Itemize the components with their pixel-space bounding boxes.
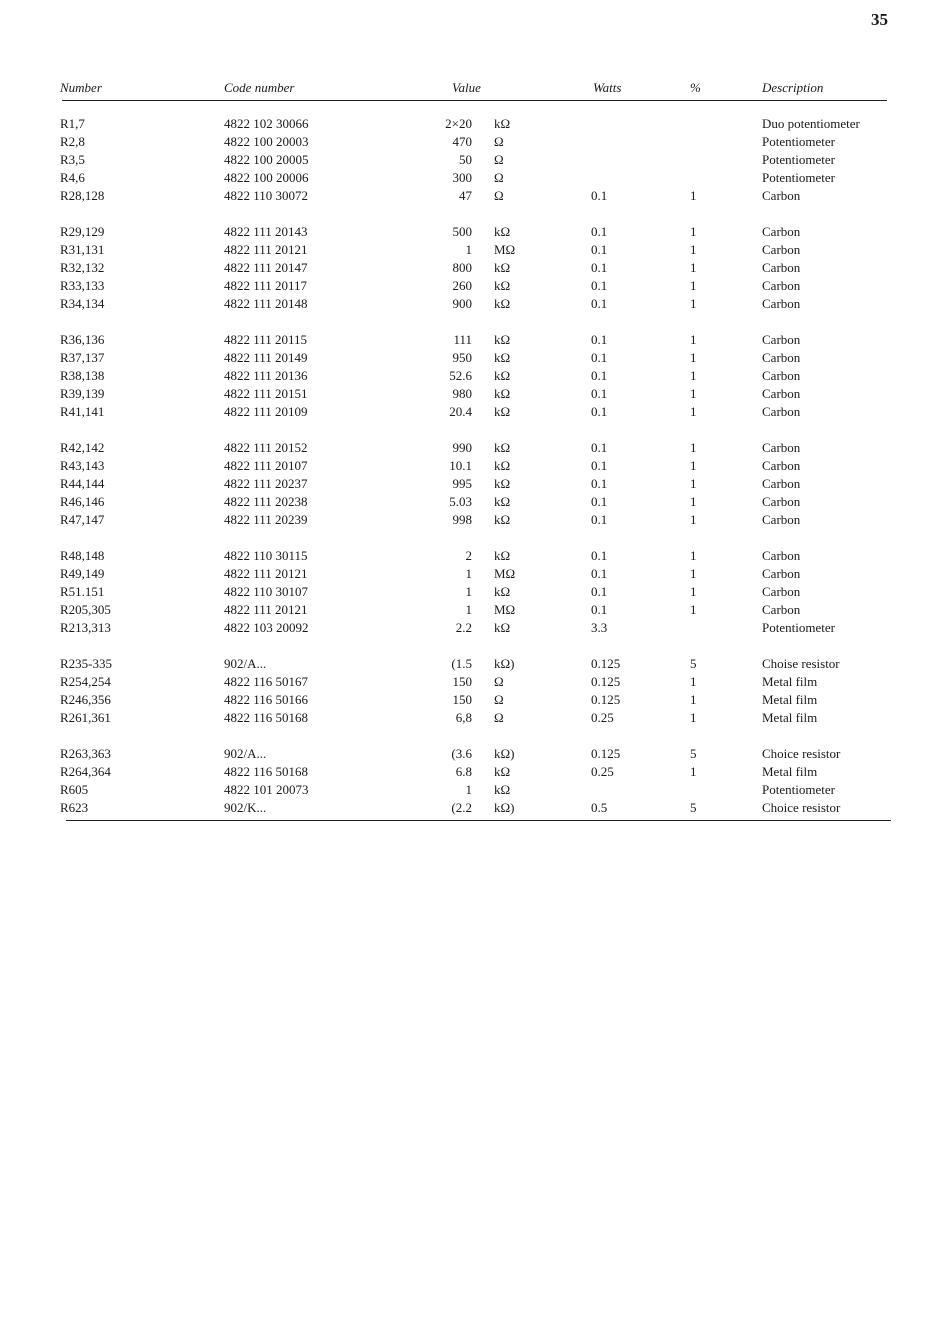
header-number: Number [60, 80, 102, 95]
cell-number: R31,131 [60, 242, 105, 257]
cell-value: 980 [452, 386, 472, 401]
table-row [60, 260, 890, 278]
cell-value: 10.1 [449, 458, 472, 473]
cell-watts: 3.3 [591, 620, 608, 635]
cell-number: R263,363 [60, 746, 111, 761]
cell-percent: 1 [690, 764, 697, 779]
cell-number: R32,132 [60, 260, 105, 275]
cell-number: R38,138 [60, 368, 105, 383]
table-row [60, 584, 890, 602]
cell-number: R213,313 [60, 620, 111, 635]
cell-description: Carbon [762, 368, 801, 383]
cell-value: 998 [452, 512, 472, 527]
group-spacer [60, 422, 890, 440]
cell-unit: kΩ [494, 386, 511, 401]
cell-value: (2.2 [451, 800, 472, 815]
cell-description: Potentiometer [762, 152, 835, 167]
cell-unit: Ω [494, 188, 504, 203]
table-row [60, 764, 890, 782]
table-row [60, 404, 890, 422]
cell-percent: 1 [690, 224, 697, 239]
table-row [60, 134, 890, 152]
cell-value: 900 [452, 296, 472, 311]
cell-value: 6.8 [455, 764, 472, 779]
cell-percent: 1 [690, 476, 697, 491]
cell-value: 50 [459, 152, 472, 167]
cell-code-number: 4822 102 30066 [224, 116, 309, 131]
cell-unit: kΩ [494, 476, 511, 491]
cell-value: (1.5 [451, 656, 472, 671]
cell-number: R41,141 [60, 404, 105, 419]
cell-code-number: 4822 111 20152 [224, 440, 308, 455]
cell-code-number: 4822 100 20003 [224, 134, 309, 149]
cell-watts: 0.1 [591, 476, 608, 491]
cell-number: R29,129 [60, 224, 105, 239]
cell-unit: kΩ [494, 764, 511, 779]
cell-unit: kΩ [494, 584, 511, 599]
cell-description: Carbon [762, 494, 801, 509]
cell-code-number: 4822 111 20121 [224, 566, 308, 581]
cell-unit: kΩ [494, 332, 511, 347]
cell-value: 1 [465, 602, 472, 617]
cell-description: Metal film [762, 710, 818, 725]
cell-percent: 1 [690, 548, 697, 563]
cell-watts: 0.1 [591, 296, 608, 311]
cell-unit: kΩ [494, 368, 511, 383]
cell-code-number: 4822 116 50168 [224, 764, 309, 779]
cell-unit: kΩ [494, 296, 511, 311]
cell-code-number: 4822 111 20107 [224, 458, 308, 473]
cell-watts: 0.125 [591, 656, 621, 671]
cell-number: R43,143 [60, 458, 105, 473]
cell-code-number: 4822 110 30072 [224, 188, 309, 203]
cell-description: Carbon [762, 188, 801, 203]
cell-number: R254,254 [60, 674, 111, 689]
cell-code-number: 4822 110 30107 [224, 584, 309, 599]
cell-value: 2 [465, 548, 472, 563]
cell-percent: 1 [690, 566, 697, 581]
cell-number: R3,5 [60, 152, 85, 167]
cell-number: R235-335 [60, 656, 112, 671]
cell-code-number: 4822 100 20005 [224, 152, 309, 167]
cell-percent: 1 [690, 278, 697, 293]
cell-description: Carbon [762, 404, 801, 419]
cell-number: R1,7 [60, 116, 85, 131]
cell-description: Carbon [762, 350, 801, 365]
cell-watts: 0.25 [591, 764, 614, 779]
cell-number: R49,149 [60, 566, 105, 581]
table-header-row [60, 74, 890, 98]
cell-value: 500 [452, 224, 472, 239]
table-row [60, 152, 890, 170]
cell-unit: Ω [494, 170, 504, 185]
cell-percent: 1 [690, 512, 697, 527]
cell-number: R246,356 [60, 692, 111, 707]
cell-watts: 0.125 [591, 692, 621, 707]
cell-watts: 0.1 [591, 458, 608, 473]
cell-percent: 5 [690, 746, 697, 761]
cell-value: 1 [465, 242, 472, 257]
cell-watts: 0.1 [591, 602, 608, 617]
page-number: 35 [871, 10, 888, 29]
cell-number: R39,139 [60, 386, 105, 401]
cell-value: 20.4 [449, 404, 472, 419]
cell-unit: kΩ) [494, 656, 515, 671]
table-row [60, 566, 890, 584]
cell-code-number: 902/A... [224, 746, 267, 761]
cell-unit: Ω [494, 692, 504, 707]
cell-description: Carbon [762, 584, 801, 599]
cell-watts: 0.1 [591, 278, 608, 293]
cell-percent: 1 [690, 584, 697, 599]
cell-percent: 1 [690, 602, 697, 617]
cell-percent: 1 [690, 296, 697, 311]
group-spacer [60, 638, 890, 656]
cell-watts: 0.1 [591, 350, 608, 365]
cell-unit: MΩ [494, 602, 516, 617]
cell-unit: kΩ [494, 260, 511, 275]
cell-percent: 1 [690, 260, 697, 275]
cell-number: R261,361 [60, 710, 111, 725]
cell-number: R44,144 [60, 476, 105, 491]
group-spacer [60, 206, 890, 224]
cell-unit: kΩ [494, 116, 511, 131]
cell-value: 990 [452, 440, 472, 455]
table-row [60, 512, 890, 530]
table-row [60, 476, 890, 494]
table-row [60, 710, 890, 728]
cell-value: 995 [452, 476, 472, 491]
table-row [60, 440, 890, 458]
cell-code-number: 4822 111 20143 [224, 224, 308, 239]
cell-unit: Ω [494, 134, 504, 149]
table-row [60, 458, 890, 476]
cell-unit: kΩ [494, 620, 511, 635]
cell-percent: 1 [690, 242, 697, 257]
cell-code-number: 4822 111 20147 [224, 260, 308, 275]
cell-value: 2.2 [455, 620, 472, 635]
table-row [60, 692, 890, 710]
table-row [60, 782, 890, 800]
cell-value: 150 [452, 674, 472, 689]
header-code-number: Code number [224, 80, 295, 95]
header-description: Description [762, 80, 824, 95]
cell-value: 150 [452, 692, 472, 707]
table-row [60, 800, 890, 818]
cell-unit: kΩ) [494, 800, 515, 815]
cell-code-number: 902/K... [224, 800, 267, 815]
cell-value: 1 [465, 566, 472, 581]
cell-unit: kΩ [494, 548, 511, 563]
table-row [60, 494, 890, 512]
cell-code-number: 4822 103 20092 [224, 620, 309, 635]
cell-unit: kΩ [494, 224, 511, 239]
cell-watts: 0.125 [591, 674, 621, 689]
cell-number: R37,137 [60, 350, 105, 365]
table-row [60, 620, 890, 638]
group-spacer [60, 530, 890, 548]
cell-unit: kΩ [494, 458, 511, 473]
cell-code-number: 4822 111 20115 [224, 332, 308, 347]
cell-value: 111 [453, 332, 472, 347]
cell-unit: kΩ [494, 782, 511, 797]
cell-number: R4,6 [60, 170, 85, 185]
cell-code-number: 902/A... [224, 656, 267, 671]
table-row [60, 386, 890, 404]
cell-percent: 1 [690, 710, 697, 725]
cell-description: Carbon [762, 242, 801, 257]
header-watts: Watts [593, 80, 622, 95]
cell-unit: kΩ [494, 350, 511, 365]
cell-watts: 0.1 [591, 386, 608, 401]
cell-percent: 1 [690, 674, 697, 689]
cell-watts: 0.1 [591, 368, 608, 383]
cell-description: Carbon [762, 458, 801, 473]
cell-number: R42,142 [60, 440, 105, 455]
cell-watts: 0.125 [591, 746, 621, 761]
table-row [60, 224, 890, 242]
cell-watts: 0.1 [591, 332, 608, 347]
group-spacer [60, 314, 890, 332]
cell-code-number: 4822 116 50166 [224, 692, 309, 707]
cell-description: Metal film [762, 674, 818, 689]
table-row [60, 746, 890, 764]
cell-code-number: 4822 111 20151 [224, 386, 308, 401]
cell-code-number: 4822 101 20073 [224, 782, 309, 797]
cell-percent: 1 [690, 386, 697, 401]
table-row [60, 548, 890, 566]
cell-description: Carbon [762, 332, 801, 347]
cell-unit: Ω [494, 674, 504, 689]
cell-code-number: 4822 111 20149 [224, 350, 308, 365]
cell-percent: 1 [690, 188, 697, 203]
cell-value: 260 [452, 278, 472, 293]
cell-description: Potentiometer [762, 782, 835, 797]
header-percent: % [690, 80, 701, 95]
table-row [60, 350, 890, 368]
cell-description: Potentiometer [762, 134, 835, 149]
cell-percent: 5 [690, 800, 697, 815]
cell-watts: 0.1 [591, 548, 608, 563]
cell-code-number: 4822 116 50167 [224, 674, 309, 689]
cell-number: R36,136 [60, 332, 105, 347]
table-row [60, 188, 890, 206]
cell-description: Carbon [762, 602, 801, 617]
cell-code-number: 4822 116 50168 [224, 710, 309, 725]
cell-description: Carbon [762, 476, 801, 491]
cell-description: Potentiometer [762, 620, 835, 635]
cell-unit: Ω [494, 152, 504, 167]
table-row [60, 656, 890, 674]
cell-number: R47,147 [60, 512, 105, 527]
cell-watts: 0.1 [591, 188, 608, 203]
cell-watts: 0.1 [591, 242, 608, 257]
cell-percent: 1 [690, 692, 697, 707]
cell-unit: kΩ [494, 278, 511, 293]
cell-watts: 0.25 [591, 710, 614, 725]
cell-description: Carbon [762, 548, 801, 563]
table-row [60, 242, 890, 260]
table-row [60, 602, 890, 620]
cell-code-number: 4822 111 20238 [224, 494, 308, 509]
cell-percent: 1 [690, 494, 697, 509]
cell-watts: 0.5 [591, 800, 608, 815]
cell-code-number: 4822 111 20121 [224, 242, 308, 257]
cell-number: R623 [60, 800, 89, 815]
cell-number: R51.151 [60, 584, 105, 599]
cell-unit: kΩ [494, 494, 511, 509]
cell-watts: 0.1 [591, 566, 608, 581]
table-row [60, 278, 890, 296]
cell-watts: 0.1 [591, 404, 608, 419]
parts-table-header [60, 74, 890, 98]
cell-description: Duo potentiometer [762, 116, 860, 131]
cell-code-number: 4822 100 20006 [224, 170, 309, 185]
cell-watts: 0.1 [591, 584, 608, 599]
group-spacer [60, 728, 890, 746]
cell-number: R34,134 [60, 296, 105, 311]
cell-description: Carbon [762, 224, 801, 239]
cell-description: Carbon [762, 296, 801, 311]
cell-unit: MΩ [494, 242, 516, 257]
cell-watts: 0.1 [591, 494, 608, 509]
header-value: Value [452, 80, 481, 95]
cell-description: Metal film [762, 764, 818, 779]
cell-unit: kΩ [494, 404, 511, 419]
cell-description: Choise resistor [762, 656, 840, 671]
cell-percent: 1 [690, 458, 697, 473]
cell-value: 47 [459, 188, 472, 203]
cell-value: 5.03 [449, 494, 472, 509]
cell-code-number: 4822 110 30115 [224, 548, 308, 563]
cell-unit: kΩ [494, 512, 511, 527]
cell-watts: 0.1 [591, 512, 608, 527]
cell-percent: 1 [690, 440, 697, 455]
cell-unit: MΩ [494, 566, 516, 581]
cell-number: R28,128 [60, 188, 105, 203]
cell-value: (3.6 [451, 746, 472, 761]
cell-number: R605 [60, 782, 89, 797]
cell-description: Carbon [762, 260, 801, 275]
cell-code-number: 4822 111 20117 [224, 278, 308, 293]
table-top-rule [62, 100, 887, 101]
cell-description: Choice resistor [762, 746, 841, 761]
table-row [60, 296, 890, 314]
cell-value: 2×20 [445, 116, 472, 131]
cell-code-number: 4822 111 20121 [224, 602, 308, 617]
cell-value: 300 [452, 170, 472, 185]
cell-value: 1 [465, 584, 472, 599]
cell-number: R33,133 [60, 278, 105, 293]
parts-table-body [60, 116, 890, 818]
cell-unit: Ω [494, 710, 504, 725]
table-row [60, 170, 890, 188]
cell-description: Carbon [762, 278, 801, 293]
cell-description: Carbon [762, 566, 801, 581]
cell-description: Metal film [762, 692, 818, 707]
table-row [60, 368, 890, 386]
table-row [60, 332, 890, 350]
cell-percent: 1 [690, 368, 697, 383]
cell-number: R46,146 [60, 494, 105, 509]
cell-watts: 0.1 [591, 260, 608, 275]
cell-value: 1 [465, 782, 472, 797]
cell-value: 470 [452, 134, 472, 149]
cell-number: R2,8 [60, 134, 85, 149]
cell-percent: 5 [690, 656, 697, 671]
cell-unit: kΩ [494, 440, 511, 455]
cell-value: 6,8 [455, 710, 472, 725]
cell-value: 52.6 [449, 368, 472, 383]
cell-description: Carbon [762, 440, 801, 455]
cell-description: Choice resistor [762, 800, 841, 815]
cell-value: 800 [452, 260, 472, 275]
cell-percent: 1 [690, 350, 697, 365]
cell-value: 950 [452, 350, 472, 365]
cell-number: R48,148 [60, 548, 105, 563]
cell-description: Potentiometer [762, 170, 835, 185]
cell-number: R205,305 [60, 602, 111, 617]
cell-code-number: 4822 111 20109 [224, 404, 308, 419]
cell-unit: kΩ) [494, 746, 515, 761]
cell-number: R264,364 [60, 764, 111, 779]
cell-code-number: 4822 111 20239 [224, 512, 308, 527]
table-row [60, 116, 890, 134]
cell-percent: 1 [690, 332, 697, 347]
cell-code-number: 4822 111 20136 [224, 368, 308, 383]
cell-watts: 0.1 [591, 224, 608, 239]
cell-description: Carbon [762, 386, 801, 401]
cell-code-number: 4822 111 20148 [224, 296, 308, 311]
cell-code-number: 4822 111 20237 [224, 476, 308, 491]
table-bottom-rule [66, 820, 891, 821]
cell-percent: 1 [690, 404, 697, 419]
cell-description: Carbon [762, 512, 801, 527]
cell-watts: 0.1 [591, 440, 608, 455]
table-row [60, 674, 890, 692]
